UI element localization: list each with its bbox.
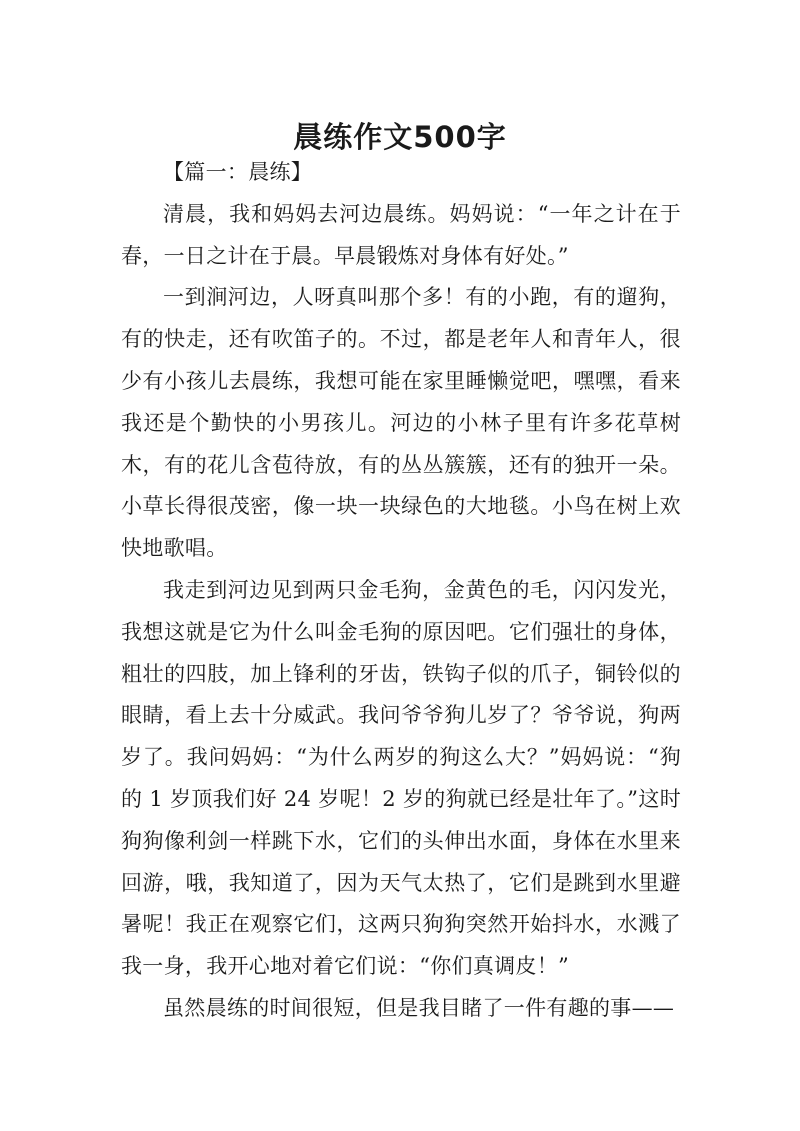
document-body xyxy=(121,152,681,1030)
document-title: 晨练作文500字 xyxy=(293,120,507,155)
paragraph-3: 我走到河边见到两只金毛狗，金黄色的毛，闪闪发光，我想这就是它为什么叫金毛狗的原因吧。它们强壮的身体，粗壮的四肢，加上锋利的牙齿，铁钩子似的爪子，铜铃似的眼睛，看上去十分威武。我问爷爷狗儿岁了？爷爷说，狗两岁了。我问妈妈：“为什么两岁的狗这么大？”妈妈说：“狗的 1 岁顶我们好 24 岁呢！2 岁的狗就已经是壮年了。”这时狗狗像利剑一样跳下水，它们的头伸出水面，身体在水里来回游，哦，我知道了，因为天气太热了，它们是跳到水里避暑呢！我正在观察它们，这两只狗狗突然开始抖水，水溅了我一身，我开心地对着它们说：“你们真调皮！” xyxy=(121,577,681,979)
section-heading: 【篇一：晨练】 xyxy=(163,160,313,184)
paragraph-2: 一到涧河边，人呀真叫那个多！有的小跑，有的遛狗，有的快走，还有吹笛子的。不过，都是老年人和青年人，很少有小孩儿去晨练，我想可能在家里睡懒觉吧，嘿嘿，看来我还是个勤快的小男孩儿。河边的小林子里有许多花草树木，有的花儿含苞待放，有的丛丛簇簇，还有的独开一朵。小草长得很茂密，像一块一块绿色的大地毯。小鸟在树上欢快地歌唱。 xyxy=(121,285,681,561)
paragraph-4: 虽然晨练的时间很短，但是我目睹了一件有趣的事—— xyxy=(163,995,675,1020)
paragraph-1: 清晨，我和妈妈去河边晨练。妈妈说：“一年之计在于春，一日之计在于晨。早晨锻炼对身体有好处。” xyxy=(121,201,681,268)
